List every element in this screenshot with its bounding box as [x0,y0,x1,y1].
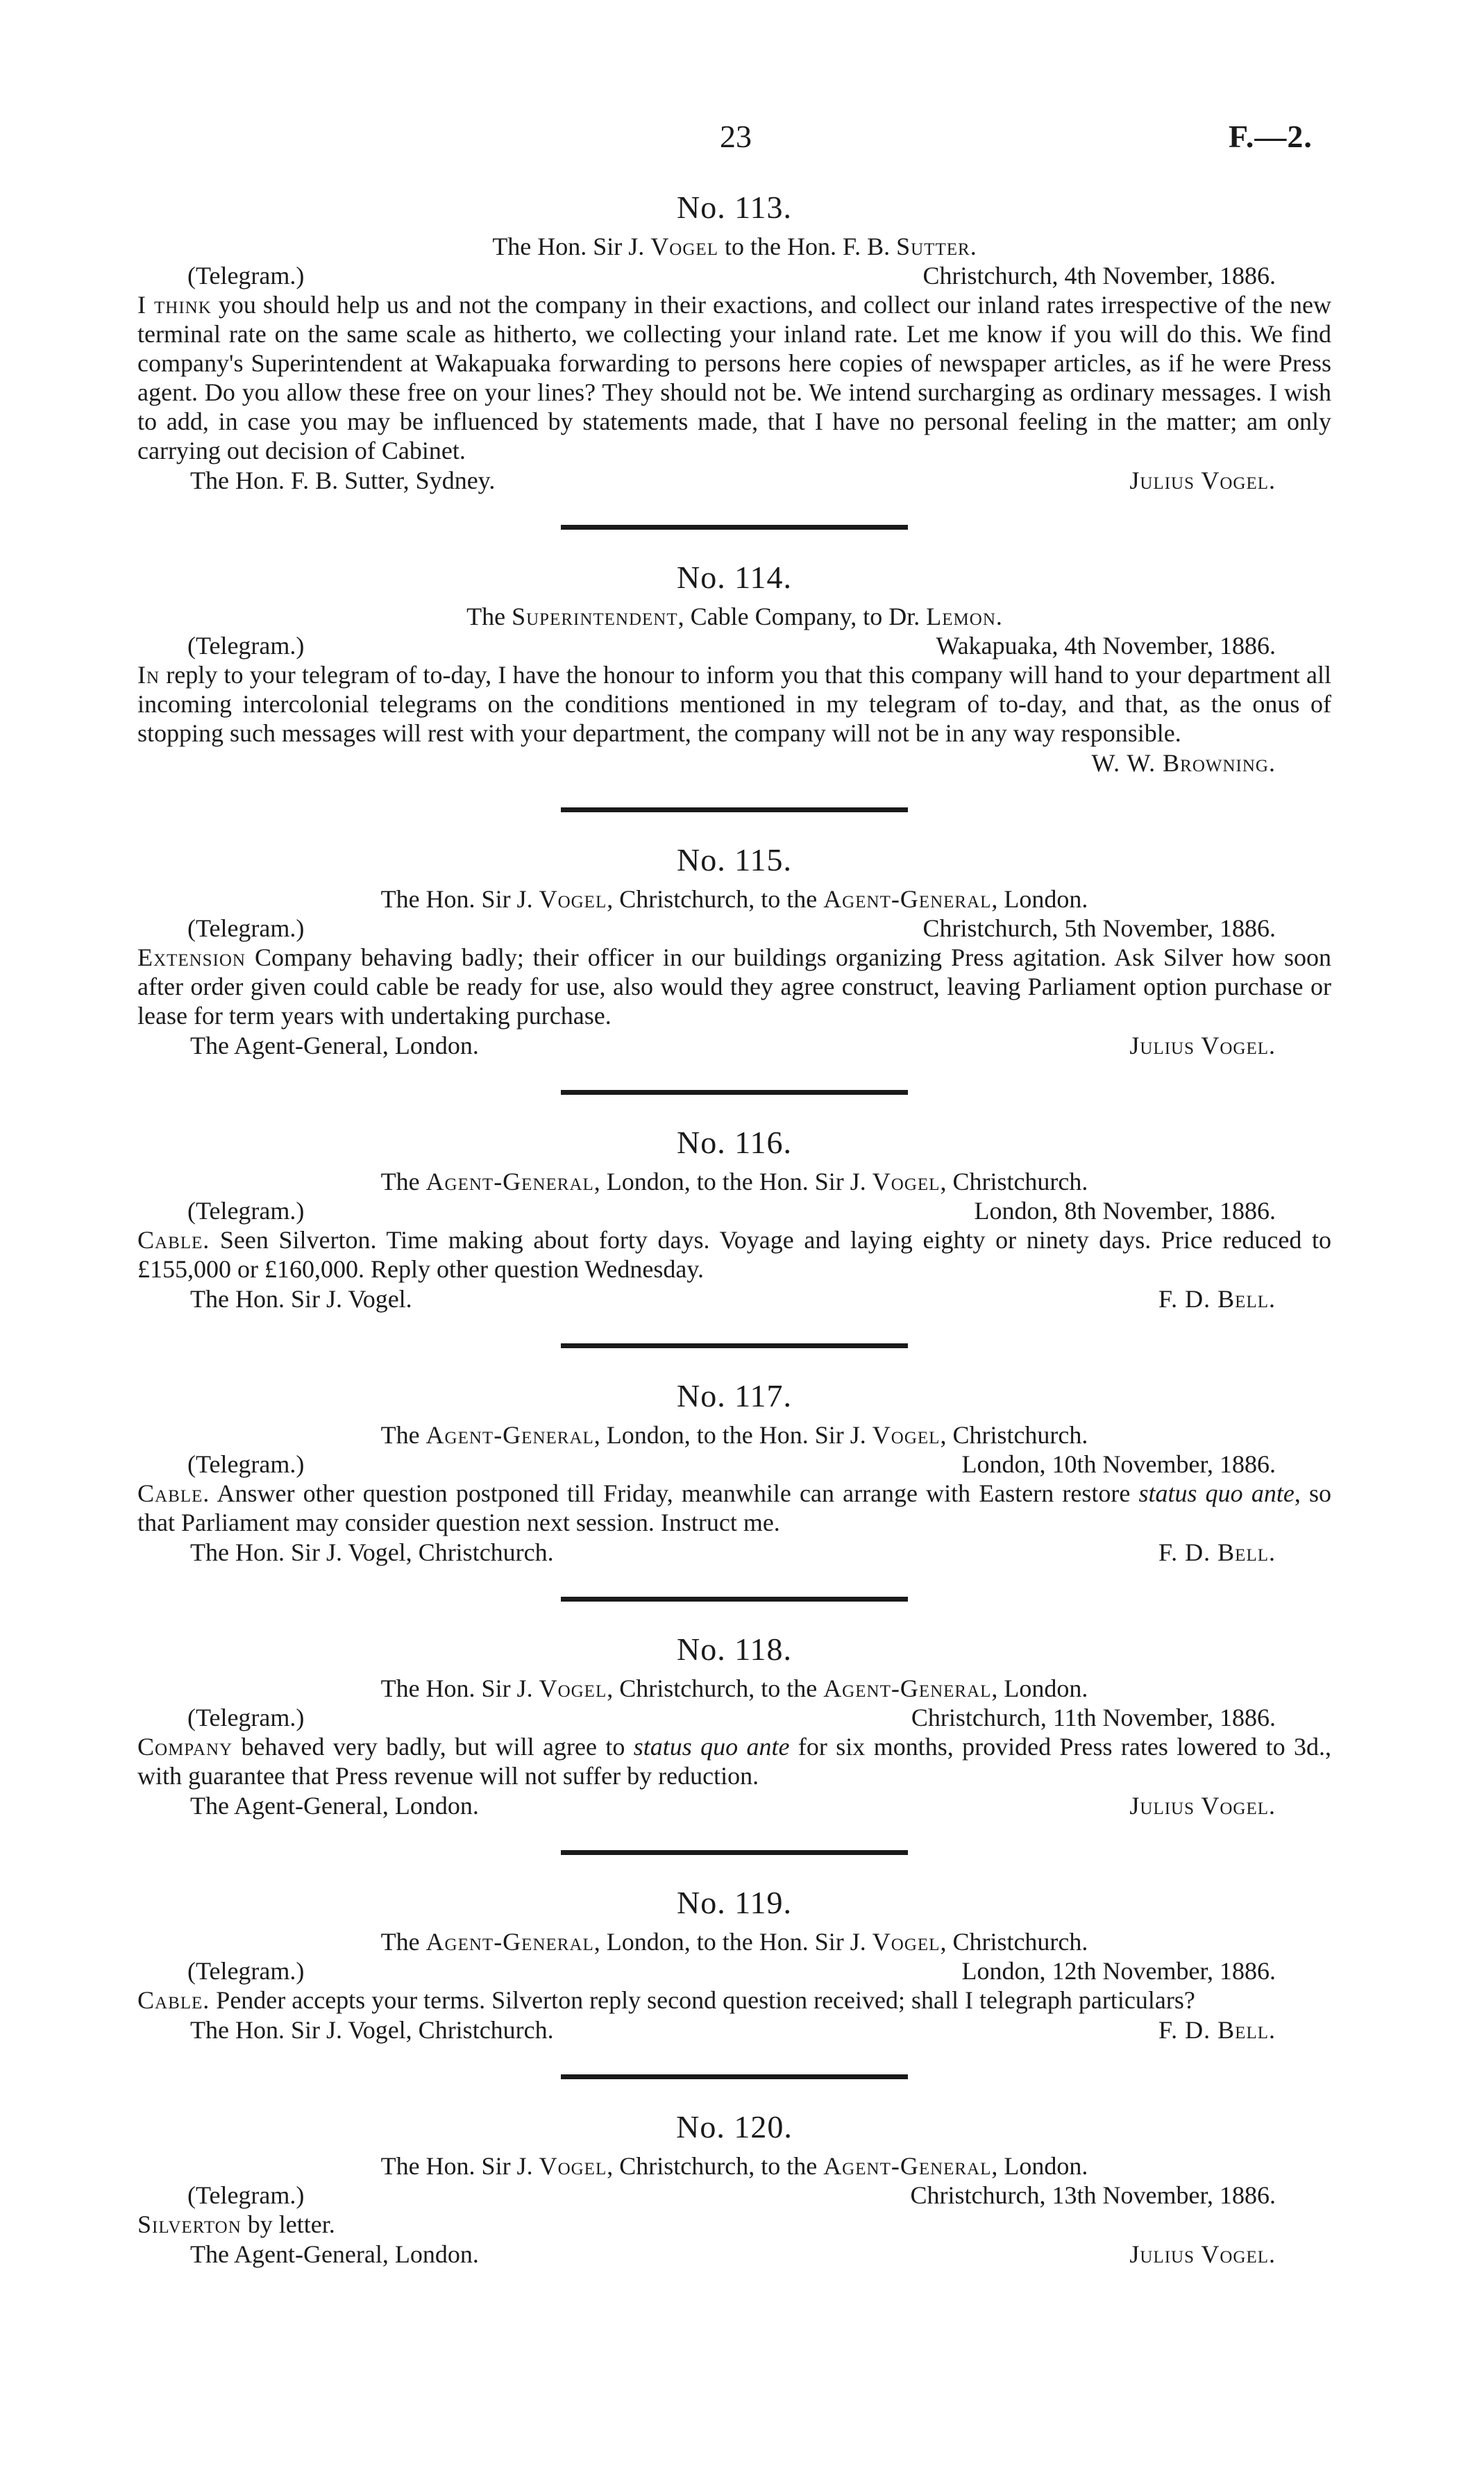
heading-text: to the Hon. F. B. [718,233,897,260]
heading-text: The [380,1168,426,1195]
heading-text: , Christchurch. [940,1168,1088,1195]
heading-name: Vogel [872,1421,941,1449]
heading-text: , London. [991,2152,1088,2180]
heading-name: Sutter [896,233,970,260]
heading-text: , London. [991,1674,1088,1702]
heading-text: The [466,603,512,630]
latin-phrase: status quo ante [633,1733,790,1761]
correspondence-entry-114 [137,557,1331,778]
message-body [137,943,1331,1030]
correspondence-entry-117 [137,1376,1331,1568]
signature-line [137,465,1331,496]
addressee: The Agent-General, London. [190,1032,479,1059]
signatory: F. D. Bell. [1158,1285,1276,1313]
place-date: Christchurch, 4th November, 1886. [922,262,1276,289]
message-text: Company behaving badly; their officer in our buildings organizing Press agitation. Ask Silver how soon after order given could cable be ready for use, also would they agree construct, leaving Parliament option purchase or lease for term years with undertaking purchase. [137,943,1331,1030]
telegram-label: (Telegram.) [187,1450,305,1478]
heading-name: Agent-General [823,885,992,913]
telegram-meta [137,914,1331,943]
entry-heading [137,1927,1331,1956]
telegram-meta [137,1196,1331,1225]
lead-word: Cable. [137,1226,210,1254]
correspondence-entry-116 [137,1123,1331,1314]
telegram-label: (Telegram.) [187,1197,305,1225]
message-body [137,1479,1331,1537]
correspondence-entry-119 [137,1883,1331,2045]
telegram-label: (Telegram.) [187,2181,305,2209]
signature-line [137,2015,1331,2045]
heading-name: Vogel [539,885,607,913]
signature-line [137,748,1331,778]
message-body [137,2210,1331,2239]
lead-word: Silverton [137,2210,242,2238]
message-text: by letter. [241,2210,335,2238]
signatory: W. W. Browning. [1091,749,1276,777]
message-body [137,1225,1331,1284]
place-date: Wakapuaka, 4th November, 1886. [936,632,1276,660]
entry-heading [137,1167,1331,1196]
signatory: Julius Vogel. [1129,2240,1276,2268]
telegram-meta [137,631,1331,660]
place-date: London, 12th November, 1886. [961,1957,1276,1985]
section-divider [561,1090,908,1095]
entry-heading [137,602,1331,631]
place-date: Christchurch, 13th November, 1886. [910,2181,1276,2209]
correspondence-entry-120 [137,2107,1331,2269]
heading-text: , Christchurch, to the [607,885,824,913]
telegram-meta [137,2181,1331,2210]
lead-word: Cable. [137,1479,210,1507]
entry-heading [137,1420,1331,1450]
place-date: London, 8th November, 1886. [974,1197,1276,1225]
entry-heading [137,1674,1331,1703]
place-date: Christchurch, 11th November, 1886. [911,1704,1276,1731]
telegram-label: (Telegram.) [187,1704,305,1731]
place-date: London, 10th November, 1886. [961,1450,1276,1478]
page-header [0,118,1484,160]
entry-number: No. 120. [676,2109,793,2144]
heading-text: , Christchurch. [940,1421,1088,1449]
heading-name: Superintendent [512,603,678,630]
heading-text: The [380,1421,426,1449]
section-divider [561,525,908,530]
message-body [137,660,1331,748]
heading-name: Vogel [872,1168,941,1195]
entry-number: No. 116. [676,1125,792,1160]
lead-word: Extension [137,943,246,971]
message-text: reply to your telegram of to-day, I have the honour to inform you that this company will hand to your department all incoming intercolonial telegrams on the conditions mentioned in my telegram of to-day, and that, as the onus of stopping such messages will rest with your department, the company will not be in any way responsible. [137,661,1331,747]
heading-text: The [380,1928,426,1956]
heading-text: , Cable Company, to Dr. [677,603,927,630]
heading-name: Agent-General [425,1421,594,1449]
message-text: you should help us and not the company in their exactions, and collect our inland rates irrespective of the new terminal rate on the same scale as hitherto, we collecting your inland rate. Let me know if you will do this. We find company's Superintendent at Wakapuaka forwarding to persons here copies of newspaper articles, as if he were Press agent. Do you allow these free on your lines? They should not be. We intend surcharging as ordinary messages. I wish to add, in case you may be influenced by statements made, that I have no personal feeling in the matter; am only carrying out decision of Cabinet. [137,291,1331,464]
message-body [137,1732,1331,1790]
addressee: The Agent-General, London. [190,1792,479,1820]
telegram-label: (Telegram.) [187,632,305,660]
message-body [137,1986,1331,2015]
heading-text: The Hon. Sir J. [380,885,539,913]
lead-word: I think [137,291,212,319]
heading-text: , London. [991,885,1088,913]
latin-phrase: status quo ante [1138,1479,1295,1507]
lead-word: Company [137,1733,233,1761]
message-text: Pender accepts your terms. Silverton reply second question received; shall I telegraph particulars? [210,1986,1195,2014]
addressee: The Hon. F. B. Sutter, Sydney. [190,467,496,494]
addressee [137,748,190,778]
correspondence-entry-113 [137,187,1331,496]
telegram-meta [137,1703,1331,1732]
entry-heading [137,884,1331,914]
entry-number: No. 119. [676,1885,792,1920]
place-date: Christchurch, 5th November, 1886. [922,914,1276,942]
lead-word: In [137,661,160,689]
heading-name: Lemon [926,603,996,630]
addressee: The Agent-General, London. [190,2240,479,2268]
heading-text: The Hon. Sir J. [492,233,651,260]
signatory: Julius Vogel. [1129,1032,1276,1059]
entry-number: No. 117. [676,1378,792,1413]
message-body [137,290,1331,465]
signature-line [137,1284,1331,1314]
signature-line [137,1790,1331,1821]
addressee: The Hon. Sir J. Vogel, Christchurch. [190,1538,554,1566]
telegram-meta [137,1956,1331,1986]
heading-text: . [970,233,977,260]
heading-name: Vogel [539,2152,607,2180]
page-content [137,187,1331,2269]
heading-text: , London, to the Hon. Sir J. [593,1168,872,1195]
entry-heading [137,232,1331,261]
heading-name: Vogel [872,1928,941,1956]
heading-text: , Christchurch, to the [607,2152,824,2180]
signatory: Julius Vogel. [1129,1792,1276,1820]
addressee: The Hon. Sir J. Vogel. [190,1285,412,1313]
page-number: 23 [720,119,752,154]
document-reference: F.—2. [1229,119,1313,154]
heading-name: Agent-General [425,1928,594,1956]
heading-text: The Hon. Sir J. [380,1674,539,1702]
entry-number: No. 118. [676,1631,792,1667]
correspondence-entry-115 [137,840,1331,1061]
message-text: , so that Parliament may consider question next session. Instruct me. [137,1479,1331,1536]
heading-name: Agent-General [823,1674,992,1702]
message-text: Answer other question postponed till Friday, meanwhile can arrange with Eastern restore [210,1479,1139,1507]
section-divider [561,1850,908,1855]
signatory: Julius Vogel. [1129,467,1276,494]
heading-name: Agent-General [425,1168,594,1195]
section-divider [561,1597,908,1602]
correspondence-entry-118 [137,1629,1331,1821]
entry-heading [137,2151,1331,2181]
heading-text: , Christchurch, to the [607,1674,824,1702]
lead-word: Cable. [137,1986,210,2014]
heading-text: , London, to the Hon. Sir J. [593,1421,872,1449]
telegram-label: (Telegram.) [187,914,305,942]
entry-number: No. 113. [676,190,792,225]
heading-text: . [995,603,1002,630]
heading-name: Agent-General [823,2152,992,2180]
signatory: F. D. Bell. [1158,1538,1276,1566]
section-divider [561,2074,908,2079]
heading-text: , Christchurch. [940,1928,1088,1956]
message-text: for six months, provided Press rates lowered to 3d., with guarantee that Press revenue will not suffer by reduction. [137,1733,1331,1790]
telegram-label: (Telegram.) [187,1957,305,1985]
heading-name: Vogel [650,233,718,260]
heading-text: The Hon. Sir J. [380,2152,539,2180]
telegram-meta [137,1450,1331,1479]
message-text: Seen Silverton. Time making about forty days. Voyage and laying eighty or ninety days. Price reduced to £155,000 or £160,000. Reply other question Wednesday. [137,1226,1331,1283]
telegram-meta [137,261,1331,290]
signature-line [137,1030,1331,1061]
signatory: F. D. Bell. [1158,2016,1276,2044]
entry-number: No. 115. [676,842,792,878]
heading-text: , London, to the Hon. Sir J. [593,1928,872,1956]
message-text: behaved very badly, but will agree to [233,1733,634,1761]
addressee: The Hon. Sir J. Vogel, Christchurch. [190,2016,554,2044]
section-divider [561,1343,908,1348]
signature-line [137,2239,1331,2269]
entry-number: No. 114. [676,560,792,595]
telegram-label: (Telegram.) [187,262,305,289]
section-divider [561,807,908,812]
heading-name: Vogel [539,1674,607,1702]
signature-line [137,1537,1331,1568]
